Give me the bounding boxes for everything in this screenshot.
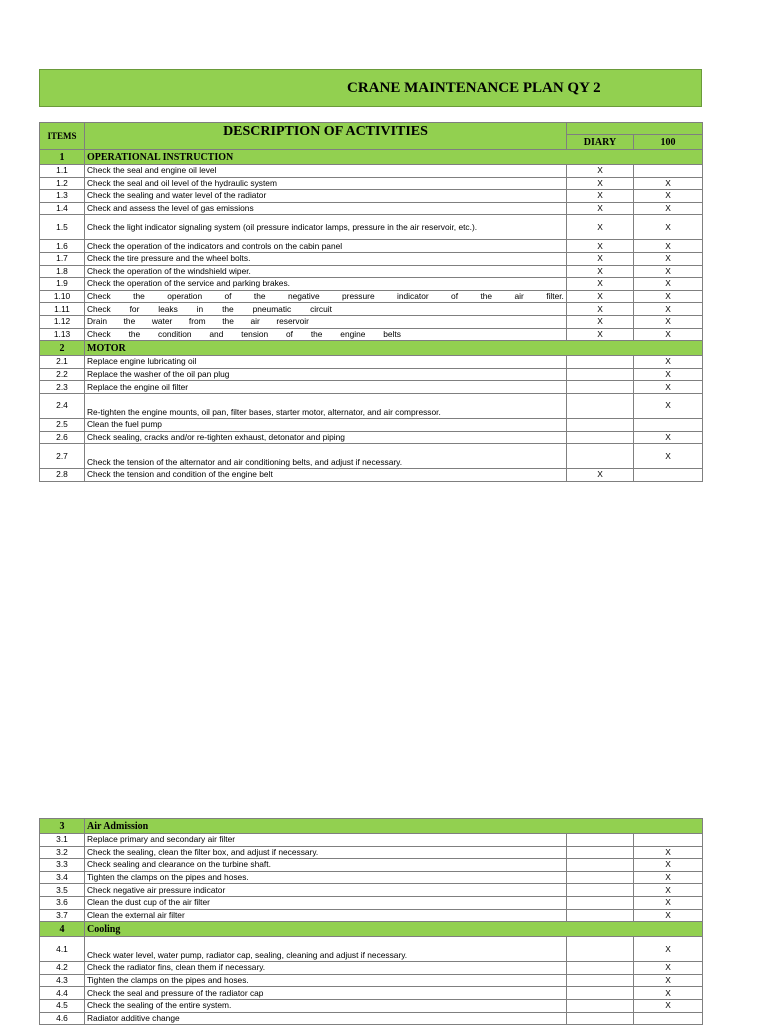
diary-mark <box>567 846 634 859</box>
table-row <box>40 846 703 859</box>
item-description: Clean the fuel pump <box>85 418 567 431</box>
100-hour-mark <box>634 469 703 482</box>
table-row <box>40 290 703 303</box>
diary-mark <box>567 999 634 1012</box>
100-hour-mark: X <box>634 444 703 469</box>
item-number: 1.12 <box>40 315 85 328</box>
section-title: Cooling <box>85 922 703 937</box>
diary-mark <box>567 368 634 381</box>
diary-mark <box>567 431 634 444</box>
section-number: 1 <box>40 150 85 165</box>
100-hour-mark: X <box>634 974 703 987</box>
100-hour-mark: X <box>634 431 703 444</box>
title-bar <box>39 69 702 107</box>
100-hour-mark: X <box>634 202 703 215</box>
diary-mark: X <box>567 177 634 190</box>
table-1-body <box>40 123 703 482</box>
item-number: 4.2 <box>40 962 85 975</box>
item-number: 1.9 <box>40 278 85 291</box>
item-number: 2.7 <box>40 444 85 469</box>
section-row <box>40 922 703 937</box>
100-hour-mark: X <box>634 884 703 897</box>
item-number: 3.6 <box>40 896 85 909</box>
100-hour-mark: X <box>634 937 703 962</box>
item-description: Check and assess the level of gas emissions <box>85 202 567 215</box>
item-number: 4.5 <box>40 999 85 1012</box>
table-row <box>40 909 703 922</box>
section-title: MOTOR <box>85 341 703 356</box>
item-number: 2.3 <box>40 381 85 394</box>
100-hour-mark: X <box>634 315 703 328</box>
item-number: 1.3 <box>40 190 85 203</box>
item-description <box>85 328 567 341</box>
item-description: Check negative air pressure indicator <box>85 884 567 897</box>
item-number: 4.1 <box>40 937 85 962</box>
100-hour-mark: X <box>634 252 703 265</box>
table-row <box>40 278 703 291</box>
table-row <box>40 165 703 178</box>
item-number: 1.2 <box>40 177 85 190</box>
section-title: OPERATIONAL INSTRUCTION <box>85 150 703 165</box>
page-title: CRANE MAINTENANCE PLAN QY 2 <box>347 80 601 96</box>
item-description: Check the sealing, clean the filter box, and adjust if necessary. <box>85 846 567 859</box>
item-description: Check the operation of the service and parking brakes. <box>85 278 567 291</box>
item-description: Check the sealing of the entire system. <box>85 999 567 1012</box>
table-row <box>40 974 703 987</box>
100-header: 100 <box>634 135 703 150</box>
item-number: 3.5 <box>40 884 85 897</box>
table-row <box>40 418 703 431</box>
item-description: Check the operation of the windshield wiper. <box>85 265 567 278</box>
item-description: Check the radiator fins, clean them if necessary. <box>85 962 567 975</box>
table-row <box>40 834 703 847</box>
table-row <box>40 987 703 1000</box>
item-description: Check the tension of the alternator and air conditioning belts, and adjust if necessary. <box>85 444 567 469</box>
table-row <box>40 252 703 265</box>
header-row-top <box>40 123 703 135</box>
item-number: 1.8 <box>40 265 85 278</box>
item-number: 2.2 <box>40 368 85 381</box>
diary-mark <box>567 896 634 909</box>
item-description: Re-tighten the engine mounts, oil pan, filter bases, starter motor, alternator, and air compressor. <box>85 393 567 418</box>
diary-mark: X <box>567 240 634 253</box>
100-hour-mark: X <box>634 999 703 1012</box>
diary-mark <box>567 834 634 847</box>
item-number: 2.8 <box>40 469 85 482</box>
item-description: Check the light indicator signaling system (oil pressure indicator lamps, pressure in the air reservoir, etc.). <box>85 215 567 240</box>
100-hour-mark: X <box>634 987 703 1000</box>
item-number: 1.1 <box>40 165 85 178</box>
table-2-body <box>40 819 703 1025</box>
diary-mark: X <box>567 252 634 265</box>
diary-mark <box>567 909 634 922</box>
table-row <box>40 962 703 975</box>
diary-mark: X <box>567 303 634 316</box>
table-row <box>40 393 703 418</box>
item-description <box>85 303 567 316</box>
section-number: 3 <box>40 819 85 834</box>
item-number: 1.4 <box>40 202 85 215</box>
item-description: Replace primary and secondary air filter <box>85 834 567 847</box>
diary-mark <box>567 381 634 394</box>
diary-mark <box>567 418 634 431</box>
table-row <box>40 896 703 909</box>
header-blank-cell <box>567 123 703 135</box>
item-number: 1.13 <box>40 328 85 341</box>
description-spaced-text: Check the operation of the negative pressure indicator of the air filter. <box>87 291 564 302</box>
item-number: 3.7 <box>40 909 85 922</box>
section-row <box>40 819 703 834</box>
item-number: 3.2 <box>40 846 85 859</box>
item-description: Tighten the clamps on the pipes and hoses. <box>85 974 567 987</box>
table-row <box>40 202 703 215</box>
item-number: 2.6 <box>40 431 85 444</box>
item-number: 1.11 <box>40 303 85 316</box>
table-row <box>40 859 703 872</box>
100-hour-mark: X <box>634 356 703 369</box>
item-description: Replace the engine oil filter <box>85 381 567 394</box>
maintenance-table-1 <box>39 122 703 482</box>
100-hour-mark: X <box>634 177 703 190</box>
table-row <box>40 937 703 962</box>
diary-mark: X <box>567 190 634 203</box>
item-number: 3.3 <box>40 859 85 872</box>
100-hour-mark: X <box>634 859 703 872</box>
items-header: ITEMS <box>40 123 85 150</box>
item-description: Check the seal and pressure of the radiator cap <box>85 987 567 1000</box>
item-description: Check water level, water pump, radiator cap, sealing, cleaning and adjust if necessary. <box>85 937 567 962</box>
item-description: Check the sealing and water level of the radiator <box>85 190 567 203</box>
maintenance-table-2 <box>39 818 703 1025</box>
item-number: 1.7 <box>40 252 85 265</box>
item-description: Tighten the clamps on the pipes and hoses. <box>85 871 567 884</box>
description-spaced-text: Drain the water from the air reservoir <box>87 316 309 327</box>
item-description: Radiator additive change <box>85 1012 567 1025</box>
diary-mark: X <box>567 202 634 215</box>
diary-mark <box>567 859 634 872</box>
diary-mark <box>567 962 634 975</box>
section-row <box>40 150 703 165</box>
item-description: Check sealing, cracks and/or re-tighten exhaust, detonator and piping <box>85 431 567 444</box>
100-hour-mark: X <box>634 328 703 341</box>
100-hour-mark: X <box>634 303 703 316</box>
diary-mark <box>567 356 634 369</box>
table-row <box>40 381 703 394</box>
100-hour-mark: X <box>634 215 703 240</box>
diary-mark: X <box>567 315 634 328</box>
100-hour-mark: X <box>634 393 703 418</box>
100-hour-mark: X <box>634 190 703 203</box>
table-row <box>40 303 703 316</box>
diary-mark <box>567 937 634 962</box>
100-hour-mark: X <box>634 381 703 394</box>
diary-mark <box>567 974 634 987</box>
section-number: 2 <box>40 341 85 356</box>
100-hour-mark: X <box>634 846 703 859</box>
item-number: 4.3 <box>40 974 85 987</box>
item-description: Check the seal and oil level of the hydraulic system <box>85 177 567 190</box>
item-description: Replace engine lubricating oil <box>85 356 567 369</box>
table-row <box>40 190 703 203</box>
diary-mark: X <box>567 278 634 291</box>
100-hour-mark: X <box>634 278 703 291</box>
table-row <box>40 368 703 381</box>
100-hour-mark <box>634 418 703 431</box>
table-row <box>40 431 703 444</box>
table-row <box>40 356 703 369</box>
item-description <box>85 315 567 328</box>
section-title: Air Admission <box>85 819 703 834</box>
table-row <box>40 444 703 469</box>
100-hour-mark <box>634 1012 703 1025</box>
item-number: 1.6 <box>40 240 85 253</box>
item-description: Check the tension and condition of the engine belt <box>85 469 567 482</box>
100-hour-mark <box>634 165 703 178</box>
item-description: Check the operation of the indicators and controls on the cabin panel <box>85 240 567 253</box>
item-description: Replace the washer of the oil pan plug <box>85 368 567 381</box>
item-number: 3.4 <box>40 871 85 884</box>
100-hour-mark: X <box>634 240 703 253</box>
diary-mark <box>567 871 634 884</box>
100-hour-mark <box>634 834 703 847</box>
table-row <box>40 177 703 190</box>
diary-mark: X <box>567 328 634 341</box>
item-number: 4.6 <box>40 1012 85 1025</box>
description-header: DESCRIPTION OF ACTIVITIES <box>85 123 567 150</box>
100-hour-mark: X <box>634 871 703 884</box>
description-spaced-text: Check for leaks in the pneumatic circuit <box>87 303 332 314</box>
diary-mark <box>567 444 634 469</box>
table-row <box>40 328 703 341</box>
100-hour-mark: X <box>634 909 703 922</box>
diary-mark <box>567 1012 634 1025</box>
100-hour-mark: X <box>634 290 703 303</box>
table-row <box>40 315 703 328</box>
diary-header: DIARY <box>567 135 634 150</box>
table-row <box>40 1012 703 1025</box>
item-number: 3.1 <box>40 834 85 847</box>
table-row <box>40 215 703 240</box>
section-number: 4 <box>40 922 85 937</box>
description-spaced-text: Check the condition and tension of the engine belts <box>87 328 401 339</box>
item-number: 4.4 <box>40 987 85 1000</box>
table-row <box>40 240 703 253</box>
item-description: Check the tire pressure and the wheel bolts. <box>85 252 567 265</box>
item-number: 2.5 <box>40 418 85 431</box>
item-number: 1.10 <box>40 290 85 303</box>
item-description: Check sealing and clearance on the turbine shaft. <box>85 859 567 872</box>
diary-mark: X <box>567 290 634 303</box>
100-hour-mark: X <box>634 265 703 278</box>
table-row <box>40 999 703 1012</box>
diary-mark: X <box>567 215 634 240</box>
100-hour-mark: X <box>634 962 703 975</box>
item-number: 2.4 <box>40 393 85 418</box>
item-description <box>85 290 567 303</box>
item-number: 2.1 <box>40 356 85 369</box>
item-description: Clean the dust cup of the air filter <box>85 896 567 909</box>
diary-mark <box>567 393 634 418</box>
diary-mark <box>567 884 634 897</box>
diary-mark: X <box>567 265 634 278</box>
item-description: Clean the external air filter <box>85 909 567 922</box>
100-hour-mark: X <box>634 368 703 381</box>
table-row <box>40 469 703 482</box>
100-hour-mark: X <box>634 896 703 909</box>
section-row <box>40 341 703 356</box>
item-description: Check the seal and engine oil level <box>85 165 567 178</box>
diary-mark <box>567 987 634 1000</box>
diary-mark: X <box>567 165 634 178</box>
item-number: 1.5 <box>40 215 85 240</box>
diary-mark: X <box>567 469 634 482</box>
table-row <box>40 871 703 884</box>
table-row <box>40 884 703 897</box>
table-row <box>40 265 703 278</box>
